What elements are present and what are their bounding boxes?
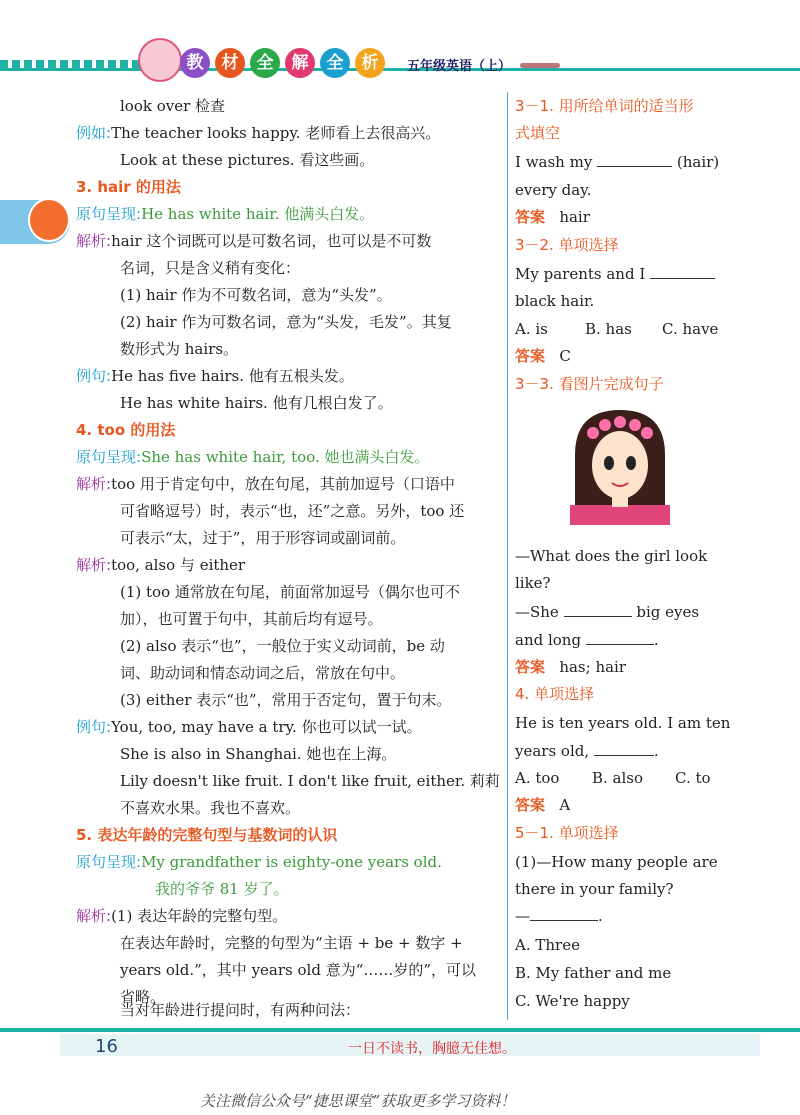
original-sentence: She has white hair, too. 她也满头白发。 xyxy=(141,448,430,466)
question-text: (1)—How many people are xyxy=(515,853,718,871)
header-rule xyxy=(0,68,800,71)
header-badge: 教 xyxy=(180,48,210,78)
header-badge: 解 xyxy=(285,48,315,78)
text-line: look over 检查 xyxy=(120,97,226,115)
example-tag: 例如: xyxy=(76,124,112,142)
analysis-tag: 解析: xyxy=(76,475,112,493)
question-text: big eyes xyxy=(636,603,700,621)
text-line: (1) too 通常放在句尾，前面常加逗号（偶尔也可不 xyxy=(120,583,460,601)
page-number: 16 xyxy=(95,1036,118,1057)
question-text: . xyxy=(653,742,659,760)
answer-blank xyxy=(597,152,672,167)
text-line: 词、助动词和情态动词之后，常放在句中。 xyxy=(120,664,406,682)
question-text: — xyxy=(515,907,530,925)
option: A. Three xyxy=(515,936,580,954)
analysis-tag: 解析: xyxy=(76,556,112,574)
question-text: I wash my xyxy=(515,153,593,171)
question-heading: 3－3. 看图片完成句子 xyxy=(515,375,664,393)
original-tag: 原句呈现: xyxy=(76,448,142,466)
text-line: years old.”，其中 years old 意为“……岁的”，可以 xyxy=(120,961,477,979)
text-line: (3) either 表示“也”，常用于否定句，置于句末。 xyxy=(120,691,452,709)
text-line: too, also 与 either xyxy=(111,556,246,574)
header-subtitle: 五年级英语（上） xyxy=(407,59,512,74)
answer-blank xyxy=(530,906,598,921)
question-text: . xyxy=(653,631,659,649)
text-line: He has white hairs. 他有几根白发了。 xyxy=(120,394,393,412)
answer-blank xyxy=(564,602,632,617)
original-tag: 原句呈现: xyxy=(76,853,142,871)
original-tag: 原句呈现: xyxy=(76,205,142,223)
watermark: 关注微信公众号“捷思课堂”获取更多学习资料！ xyxy=(200,1092,516,1110)
answer-tag: 答案 xyxy=(515,658,546,676)
text-line: 名词，只是含义稍有变化： xyxy=(120,259,301,277)
question-text: black hair. xyxy=(515,292,595,310)
answer-blank xyxy=(650,264,715,279)
analysis-tag: 解析: xyxy=(76,232,112,250)
option: C. have xyxy=(662,320,719,338)
original-sentence: My grandfather is eighty-one years old. xyxy=(141,853,442,871)
example-tag: 例句: xyxy=(76,718,112,736)
section-title: 3. hair 的用法 xyxy=(76,178,181,196)
text-line: 数形式为 hairs。 xyxy=(120,340,239,358)
answer-tag: 答案 xyxy=(515,347,546,365)
text-line: (1) hair 作为不可数名词，意为“头发”。 xyxy=(120,286,392,304)
question-text: and long xyxy=(515,631,582,649)
question-text: years old, xyxy=(515,742,590,760)
text-line: Look at these pictures. 看这些画。 xyxy=(120,151,375,169)
analysis-tag: 解析: xyxy=(76,907,112,925)
pencil-icon xyxy=(520,63,560,68)
question-heading: 4. 单项选择 xyxy=(515,685,595,703)
option: B. also xyxy=(592,769,644,787)
mascot-face-icon xyxy=(28,198,70,242)
text-line: 不喜欢水果。我也不喜欢。 xyxy=(120,799,301,817)
text-line: 加），也可置于句中，其前后均有逗号。 xyxy=(120,610,383,628)
section-title: 5. 表达年龄的完整句型与基数词的认识 xyxy=(76,826,338,844)
answer-value: A xyxy=(559,796,571,814)
answer-blank xyxy=(586,630,654,645)
footer-motto: 一日不读书，胸臆无佳想。 xyxy=(348,1041,516,1057)
section-title: 4. too 的用法 xyxy=(76,421,176,439)
text-line: 在表达年龄时，完整的句型为“主语 + be + 数字 + xyxy=(120,934,463,952)
question-text: . xyxy=(598,907,603,925)
mascot-icon xyxy=(138,38,182,82)
option: B. My father and me xyxy=(515,964,672,982)
text-line: (1) 表达年龄的完整句型。 xyxy=(111,907,288,925)
answer-value: C xyxy=(559,347,571,365)
option: C. to xyxy=(675,769,711,787)
text-line: (2) hair 作为可数名词，意为“头发，毛发”。其复 xyxy=(120,313,452,331)
option: A. too xyxy=(515,769,560,787)
option: B. has xyxy=(585,320,632,338)
text-line: 省略。 xyxy=(120,988,166,1006)
question-text: there in your family? xyxy=(515,880,674,898)
option: C. We're happy xyxy=(515,992,630,1010)
original-sentence: He has white hair. 他满头白发。 xyxy=(141,205,375,223)
text-line: She is also in Shanghai. 她也在上海。 xyxy=(120,745,397,763)
question-text: —What does the girl look xyxy=(515,547,708,565)
answer-value: has; hair xyxy=(559,658,627,676)
question-text: He is ten years old. I am ten xyxy=(515,714,731,732)
header-badge: 析 xyxy=(355,48,385,78)
question-heading: 5－1. 单项选择 xyxy=(515,824,619,842)
answer-tag: 答案 xyxy=(515,208,546,226)
question-text: like? xyxy=(515,574,551,592)
header-badge: 材 xyxy=(215,48,245,78)
text-line: He has five hairs. 他有五根头发。 xyxy=(111,367,354,385)
answer-value: hair xyxy=(559,208,590,226)
footer-rule xyxy=(0,1028,800,1032)
text-line: hair 这个词既可以是可数名词，也可以是不可数 xyxy=(111,232,432,250)
text-line: too 用于肯定句中，放在句尾，其前加逗号（口语中 xyxy=(111,475,455,493)
girl-illustration xyxy=(555,405,685,525)
header-badge: 全 xyxy=(250,48,280,78)
question-heading: 式填空 xyxy=(515,124,561,142)
example-tag: 例句: xyxy=(76,367,112,385)
question-text: —She xyxy=(515,603,559,621)
original-sentence: 我的爷爷 81 岁了。 xyxy=(155,880,289,898)
text-line: 可表示“太，过于”，用于形容词或副词前。 xyxy=(120,529,406,547)
question-text: My parents and I xyxy=(515,265,646,283)
question-heading: 3－2. 单项选择 xyxy=(515,236,619,254)
option: A. is xyxy=(515,320,548,338)
answer-tag: 答案 xyxy=(515,796,546,814)
text-line: 当对年龄进行提问时，有两种问法： xyxy=(120,1001,361,1019)
question-text: (hair) xyxy=(676,153,720,171)
text-line: You, too, may have a try. 你也可以试一试。 xyxy=(111,718,422,736)
column-divider xyxy=(507,92,508,1020)
text-line: (2) also 表示“也”，一般位于实义动词前，be 动 xyxy=(120,637,445,655)
text-line: 可省略逗号）时，表示“也，还”之意。另外，too 还 xyxy=(120,502,465,520)
header-badge: 全 xyxy=(320,48,350,78)
question-heading: 3－1. 用所给单词的适当形 xyxy=(515,97,694,115)
text-line: The teacher looks happy. 老师看上去很高兴。 xyxy=(111,124,441,142)
answer-blank xyxy=(594,741,654,756)
text-line: Lily doesn't like fruit. I don't like fruit, either. 莉莉 xyxy=(120,772,500,790)
question-text: every day. xyxy=(515,181,592,199)
